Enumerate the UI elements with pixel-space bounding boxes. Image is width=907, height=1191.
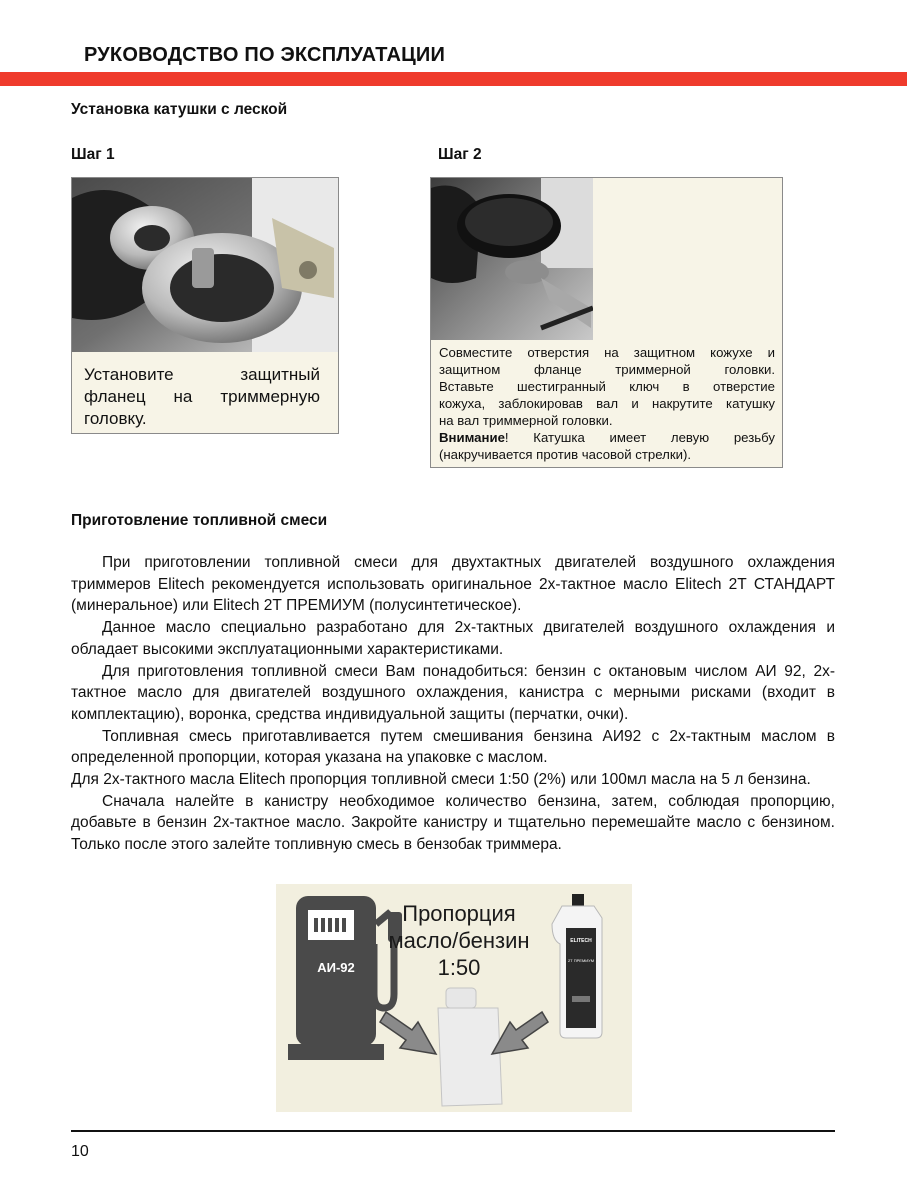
step-1-panel xyxy=(71,177,339,434)
step-1-caption: Установите защитный фланец на триммерную головку. xyxy=(84,365,320,428)
body-paragraph: Данное масло специально разработано для 2х-тактных двигателей воздушного охлаждения и обладает высокими эксплуатационными характеристиками. xyxy=(71,619,835,658)
step-2-panel xyxy=(430,177,783,468)
step-2-warning-line: (накручивается против часовой стрелки). xyxy=(439,447,692,462)
step-2-caption-line: Вставьте шестигранный ключ в отверстие xyxy=(439,379,775,394)
footer-rule xyxy=(71,1130,835,1132)
step-2-photo xyxy=(431,178,593,340)
proportion-text xyxy=(384,900,534,981)
body-paragraph: Для приготовления топливной смеси Вам понадобиться: бензин с октановым числом АИ 92, 2х-тактное масло для двигателей воздушного охлаждения, канистра с мерными рисками (входит в комплектацию), воронка, средства индивидуальной защиты (перчатки, очки). xyxy=(71,662,835,723)
proportion-line-1: Пропорция xyxy=(402,901,516,926)
arrow-right-icon xyxy=(380,1012,436,1054)
step-2-caption xyxy=(439,344,775,463)
oil-bottle-icon xyxy=(552,894,602,1038)
section-title-fuel-mix: Приготовление топливной смеси xyxy=(71,512,328,529)
section-title-spool-install: Установка катушки с леской xyxy=(71,101,288,118)
body-paragraph: Сначала налейте в канистру необходимое количество бензина, затем, соблюдая пропорцию, добавьте в бензин 2х-тактное масло. Закройте канистру и тщательно перемешайте масло с бензином. Только после этого залейте топливную смесь в бензобак триммера. xyxy=(71,792,835,854)
fuel-proportion-illustration xyxy=(276,884,632,1112)
body-paragraph: При приготовлении топливной смеси для двухтактных двигателей воздушного охлаждения триммеров Elitech рекомендуется использовать оригинальное 2х-тактное масло Elitech 2Т СТАНДАРТ (минеральное) или Elitech 2Т ПРЕМИУМ (полусинтетическое). xyxy=(71,554,835,615)
step-1-label: Шаг 1 xyxy=(71,146,115,163)
step-2-caption-line: защитном фланце триммерной головки. xyxy=(439,362,775,377)
step-2-caption-line: кожуха, заблокировав вал и накрутите катушку xyxy=(439,396,775,411)
trimmer-flange-photo xyxy=(72,178,338,352)
step-2-label: Шаг 2 xyxy=(438,146,482,163)
step-2-warning xyxy=(439,429,775,446)
page-number: 10 xyxy=(71,1143,89,1160)
fuel-canister-icon xyxy=(438,988,502,1106)
body-paragraph: Для 2х-тактного масла Elitech пропорция топливной смеси 1:50 (2%) или 100мл масла на 5 л бензина. xyxy=(71,771,811,789)
warning-text: ! Катушка имеет левую резьбу xyxy=(504,430,775,445)
trimmer-spool-photo xyxy=(431,178,593,340)
page-header-title: РУКОВОДСТВО ПО ЭКСПЛУАТАЦИИ xyxy=(84,44,446,66)
warning-label: Внимание xyxy=(439,430,505,445)
bottle-product-label: 2Т ПРЕМИУМ xyxy=(567,958,595,963)
step-2-caption-line: на вал триммерной головки. xyxy=(439,413,613,428)
arrow-left-icon xyxy=(492,1012,548,1054)
proportion-value: 1:50 xyxy=(437,955,481,980)
pump-label: АИ-92 xyxy=(317,960,355,975)
fuel-mix-body xyxy=(71,552,835,856)
step-2-caption-line: Совместите отверстия на защитном кожухе и xyxy=(439,345,775,360)
step-1-photo xyxy=(72,178,338,352)
header-accent-bar xyxy=(0,72,907,86)
proportion-line-2: масло/бензин xyxy=(388,928,530,953)
bottle-brand-label: ELITECH xyxy=(570,938,592,944)
body-paragraph: Топливная смесь приготавливается путем смешивания бензина АИ92 с 2х-тактным маслом в определенной пропорции, которая указана на упаковке с маслом. xyxy=(71,727,835,767)
